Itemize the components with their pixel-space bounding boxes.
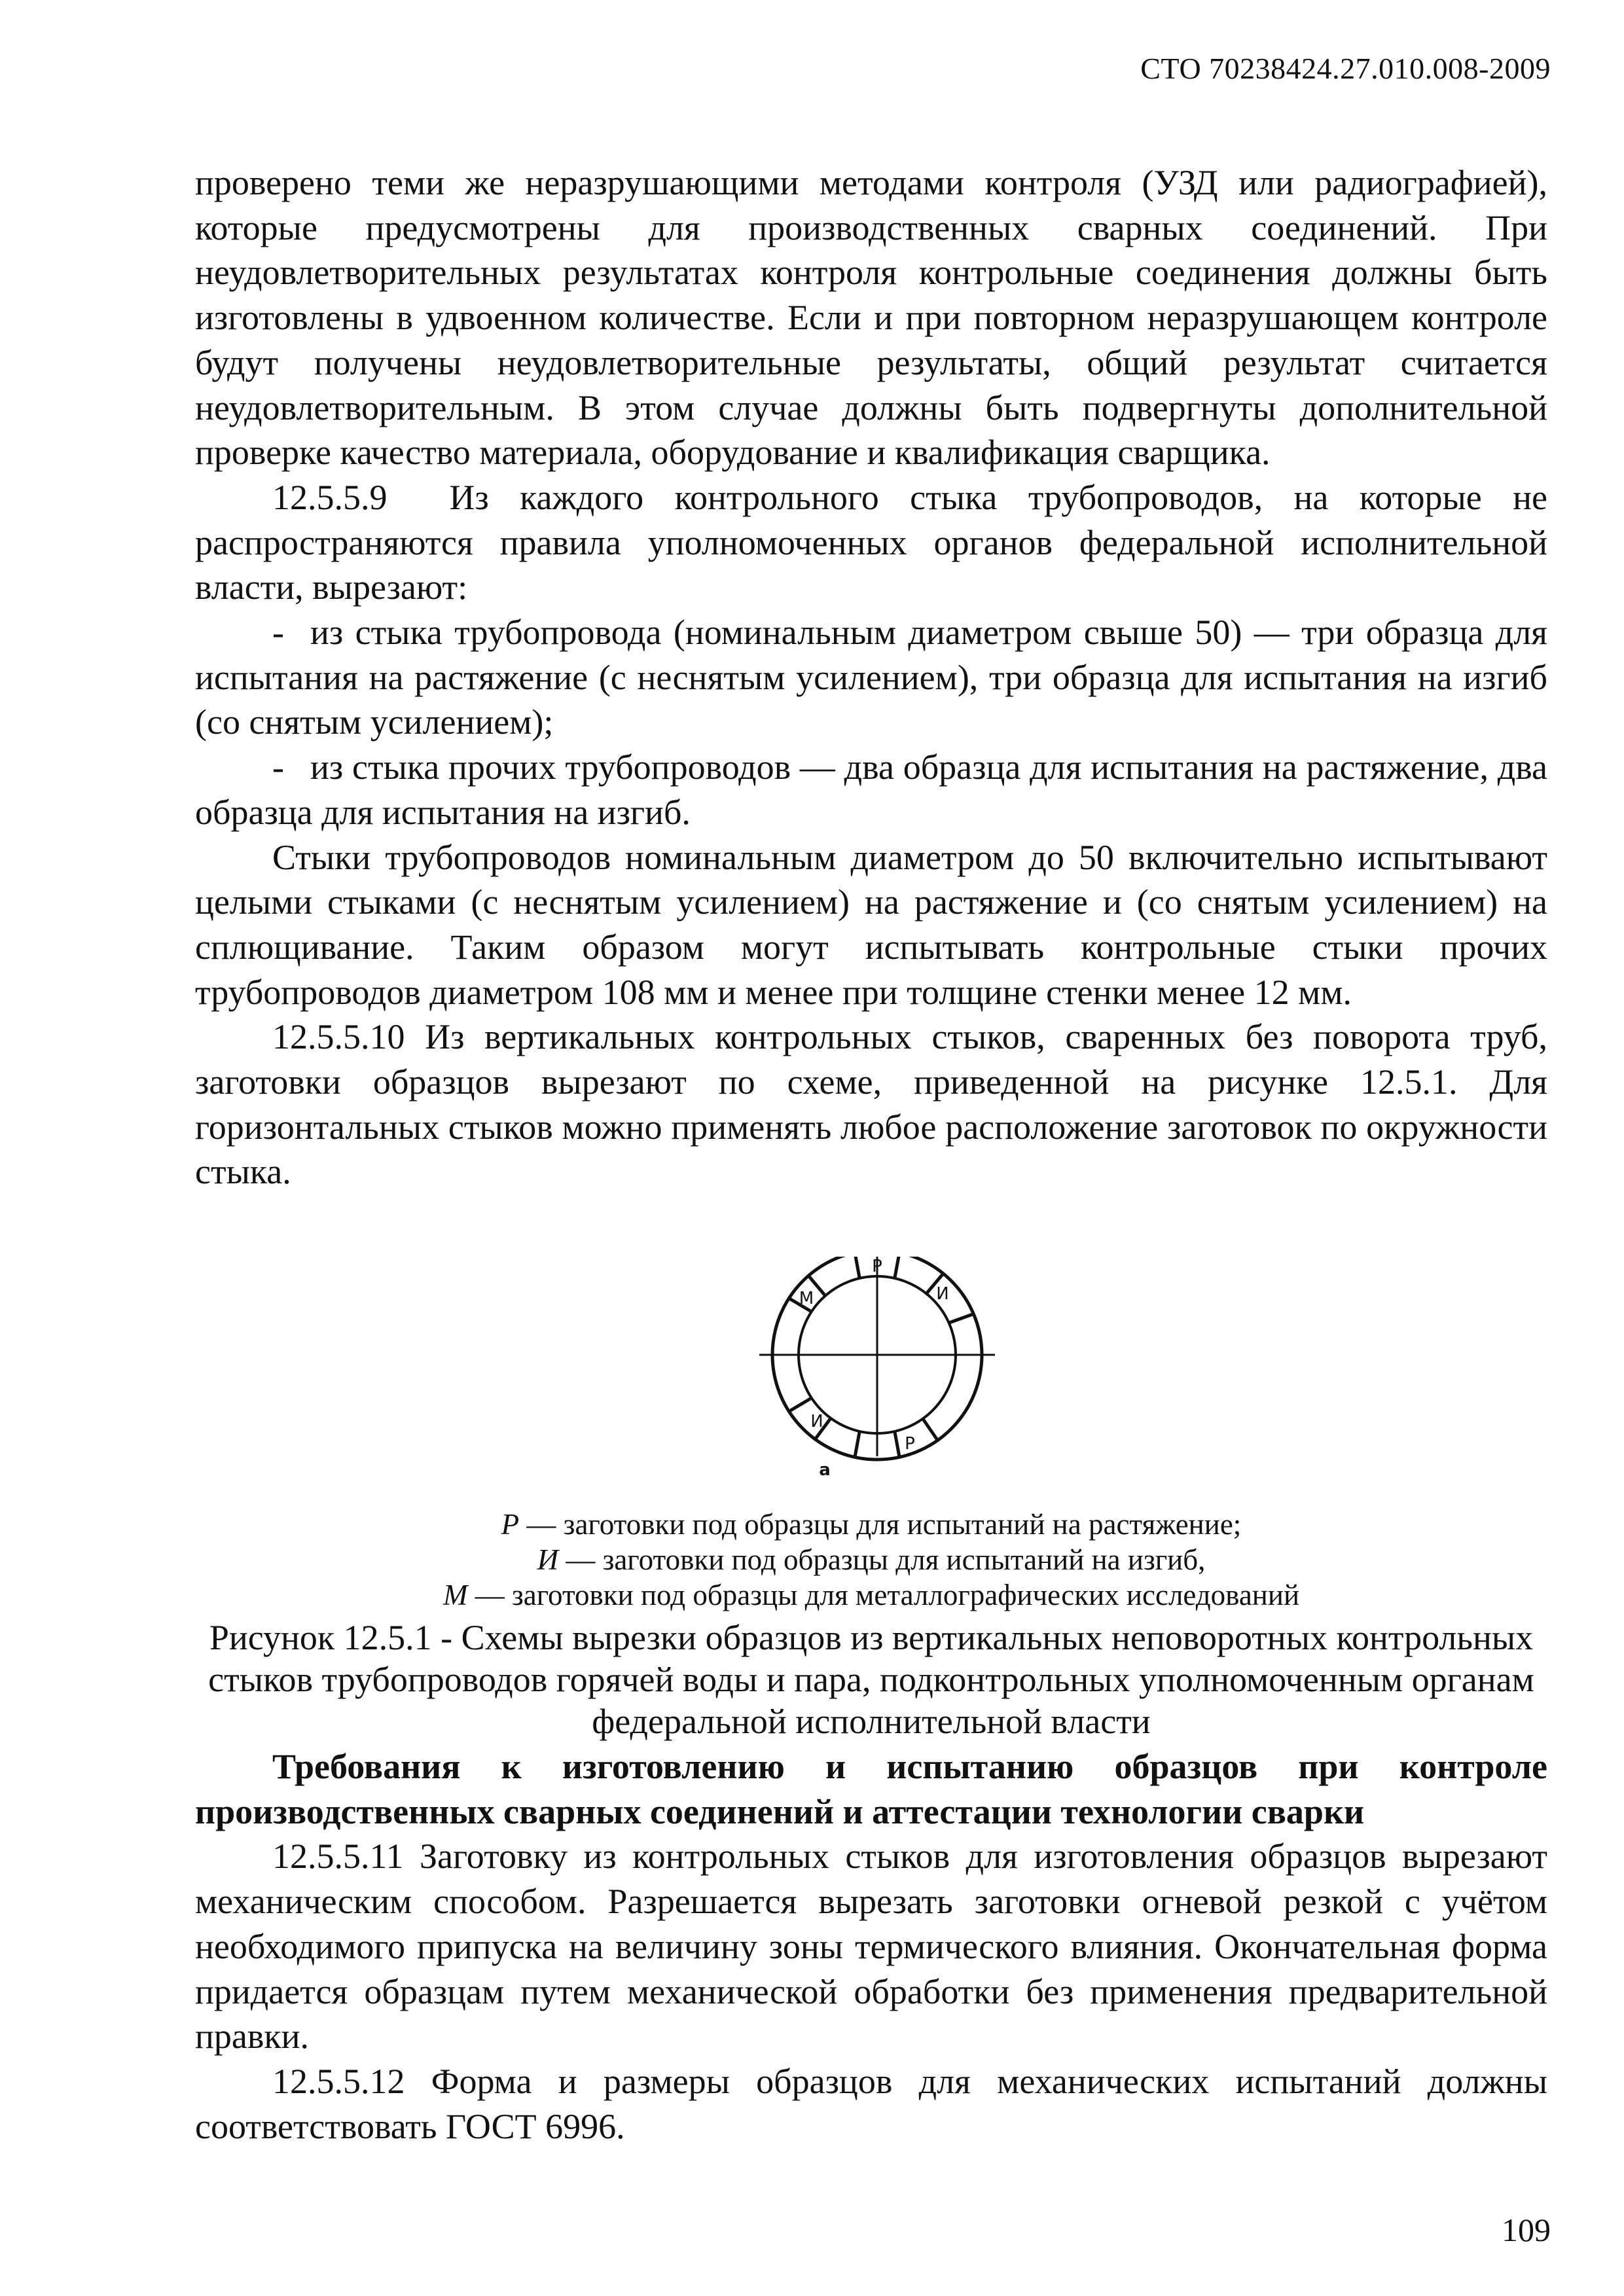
legend-symbol: Р: [501, 1508, 520, 1541]
list-dash: -: [272, 747, 284, 787]
figure-caption-text: Рисунок 12.5.1 - Схемы вырезки образцов из вертикальных неповоротных контрольных стыков трубопроводов горячей воды и пара, подконтрольных уполномоченным органам федеральной исполнительной власти: [208, 1618, 1534, 1741]
list-item: [195, 745, 1547, 834]
figure-sublabel: а: [819, 1460, 831, 1479]
page-number: 109: [1502, 2212, 1551, 2248]
legend-line-bend: [195, 1542, 1547, 1577]
list-item-text: из стыка трубопровода (номинальным диаметром свыше 50) — три образца для испытания на растяжение (с неснятым усилением), три образца для испытания на изгиб (со снятым усилением);: [195, 613, 1547, 742]
legend-line-metallography: [195, 1577, 1547, 1613]
paragraph-12-5-5-11: [195, 1834, 1547, 2059]
clause-text: Форма и размеры образцов для механических испытаний должны соответствовать ГОСТ 6996.: [195, 2061, 1547, 2146]
legend-symbol: И: [537, 1543, 559, 1576]
lower-text-block: [195, 1744, 1547, 2149]
clause-text: Заготовку из контрольных стыков для изготовления образцов вырезают механическим способом. Разрешается вырезать заготовки огневой резкой с учётом необходимого припуска на величину зоны термического влияния. Окончательная форма придается образцам путем механической обработки без применения предварительной правки.: [195, 1837, 1547, 2056]
legend-line-tension: [195, 1507, 1547, 1542]
document-code-header: СТО 70238424.27.010.008-2009: [1140, 52, 1551, 85]
clause-number: 12.5.5.9: [272, 477, 388, 517]
list-item: [195, 610, 1547, 745]
blank-label-upper-left: М: [799, 1289, 814, 1308]
paragraph-small-diameter: Стыки трубопроводов номинальным диаметром до 50 включительно испытывают целыми стыками (с неснятым усилением) на растяжение и (со снятым усилением) на сплющивание. Таким образом могут испытывать контрольные стыки прочих трубопроводов диаметром 108 мм и менее при толщине стенки менее 12 мм.: [195, 837, 1547, 1012]
section-heading: Требования к изготовлению и испытанию образцов при контроле производственных сварных соединений и аттестации технологии сварки: [195, 1747, 1547, 1831]
blank-label-top: Р: [872, 1257, 882, 1276]
clause-text: Из вертикальных контрольных стыков, сваренных без поворота труб, заготовки образцов вырезают по схеме, приведенной на рисунке 12.5.1. Для горизонтальных стыков можно применять любое расположение заготовок по окружности стыка.: [195, 1017, 1547, 1192]
clause-text: Из каждого контрольного стыка трубопроводов, на которые не распространяются правила уполномоченных органов федеральной исполнительной власти, вырезают:: [195, 477, 1547, 607]
cutting-scheme-svg: [746, 1257, 1008, 1479]
paragraph-12-5-5-10: [195, 1014, 1547, 1194]
blank-label-upper-right: И: [936, 1284, 949, 1304]
list-item-text: из стыка прочих трубопроводов — два образца для испытания на растяжение, два образца для испытания на изгиб.: [195, 747, 1547, 832]
legend-text: — заготовки под образцы для металлографических исследований: [467, 1579, 1300, 1611]
paragraph-12-5-5-9: [195, 475, 1547, 610]
clause-number: 12.5.5.11: [272, 1837, 404, 1876]
clause-number: 12.5.5.12: [272, 2061, 405, 2101]
legend-symbol: М: [442, 1579, 468, 1611]
paragraph-12-5-5-12: [195, 2059, 1547, 2149]
legend-text: — заготовки под образцы для испытаний на изгиб,: [558, 1543, 1206, 1576]
blank-label-lower-left: И: [810, 1412, 823, 1431]
list-dash: -: [272, 613, 284, 653]
legend-text: — заготовки под образцы для испытаний на растяжение;: [519, 1508, 1242, 1541]
figure-caption: [195, 1617, 1547, 1742]
main-text-block: [195, 160, 1547, 1194]
paragraph-continuation: проверено теми же неразрушающими методами контроля (УЗД или радиографией), которые предусмотрены для производственных сварных соединений. При неудовлетворительных результатах контроля контрольные соединения должны быть изготовлены в удвоенном количестве. Если и при повторном неразрушающем контроле будут получены неудовлетворительные результаты, общий результат считается неудовлетворительным. В этом случае должны быть подвергнуты дополнительной проверке качество материала, оборудование и квалификация сварщика.: [195, 163, 1547, 473]
blank-label-bottom: Р: [905, 1434, 915, 1454]
figure-legend: [195, 1507, 1547, 1613]
clause-number: 12.5.5.10: [272, 1017, 405, 1057]
pipe-joint-cutting-diagram: [746, 1257, 1008, 1479]
